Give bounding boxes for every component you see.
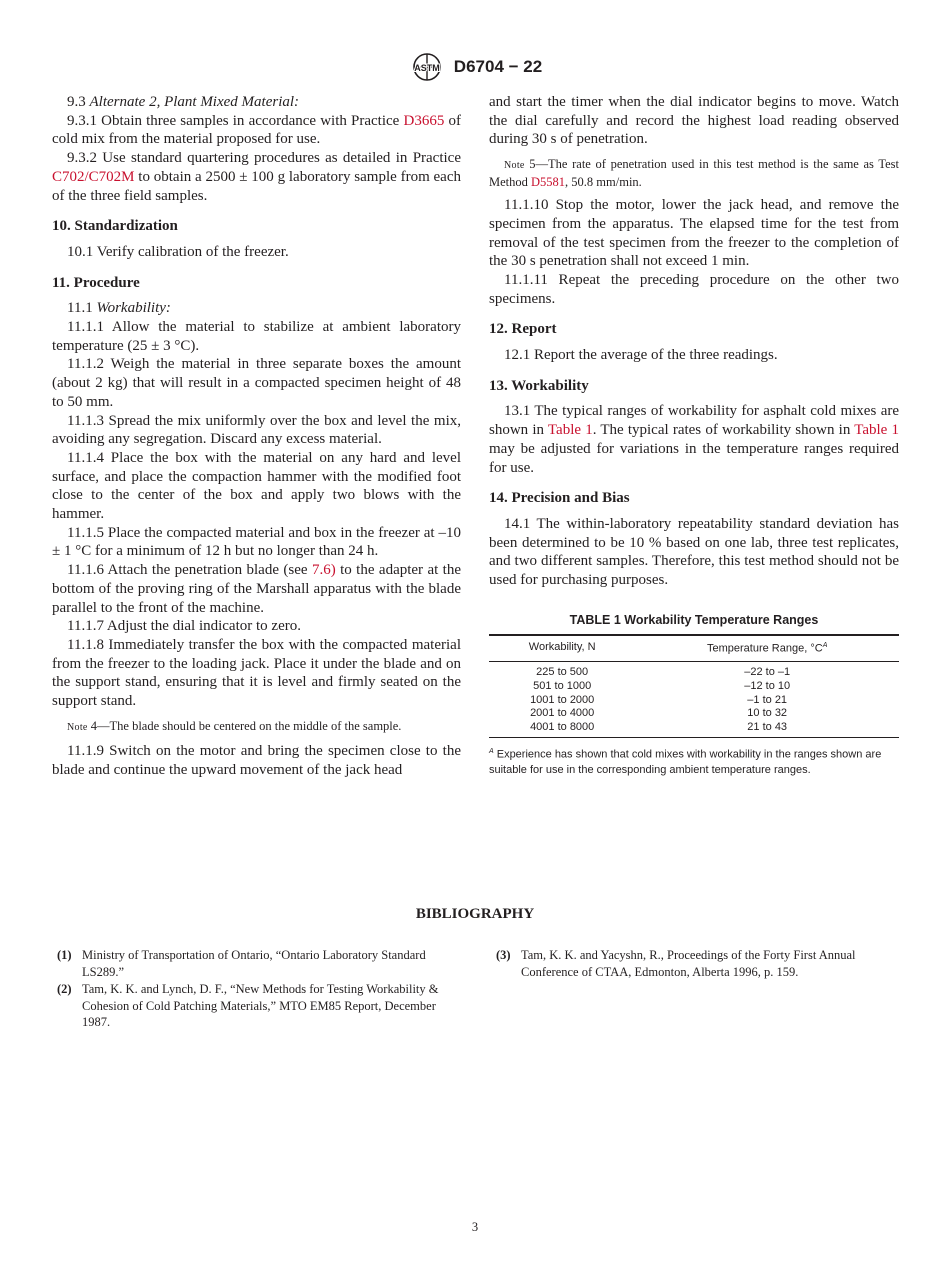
section-11-1-4: 11.1.4 Place the box with the material on any hard and level surface, and place the compaction hammer with the modified foot close to the center of the box and apply two blows with the hammer.	[52, 449, 461, 523]
section-14-1: 14.1 The within-laboratory repeatability standard deviation has been determined to be 10 % based on one lab, three test replicates, and two different samples. Therefore, this test method should not be used for purchasing purposes.	[489, 515, 899, 589]
cell-workability: 225 to 500	[536, 665, 589, 678]
heading-report: 12. Report	[489, 321, 557, 338]
bibliography-title: BIBLIOGRAPHY	[415, 906, 535, 922]
section-11-1-7: 11.1.7 Adjust the dial indicator to zero.	[67, 618, 301, 635]
cell-temperature: –1 to 21	[747, 693, 788, 706]
section-10-1: 10.1 Verify calibration of the freezer.	[67, 243, 289, 260]
table-footnote: $^A$ Experience has shown that cold mixes with workability in the ranges shown are suitable for use in the corresponding ambient temperature ranges.	[489, 747, 882, 776]
cell-workability: 501 to 1000	[533, 679, 592, 692]
section-11-1-9-continued: and start the timer when the dial indicator begins to move. Watch the dial carefully and record the highest load reading observed during 30 s of penetration.	[489, 94, 899, 148]
bibliography-item: (2) Tam, K. K. and Lynch, D. F., “New Methods for Testing Workability & Cohesion of Cold Patching Materials,” MTO EM85 Report, December 1987.	[57, 982, 439, 1029]
section-12-1: 12.1 Report the average of the three readings.	[504, 347, 778, 364]
section-11-1-8: 11.1.8 Immediately transfer the box with the compacted material from the freezer to the loading jack. Place it under the blade and on the support stand, ensuring that it is level and firmly seated on the support stand.	[52, 636, 461, 710]
section-11-1-10: 11.1.10 Stop the motor, lower the jack head, and remove the specimen from the apparatus. The elapsed time for the test from removal of the test specimen from the freezer to the completion of the 30 s penetration shall not exceed 1 min.	[489, 197, 899, 270]
section-7-6-link[interactable]: 7.6)	[311, 562, 336, 579]
table-row	[489, 661, 899, 679]
heading-workability: 13. Workability	[489, 377, 589, 394]
section-13-1: 13.1 The typical ranges of workability for asphalt cold mixes are shown in Table 1. The typical rates of workability shown in Table 1 may be adjusted for variations in the temperature ranges required for use.	[489, 403, 899, 476]
section-11-1-11: 11.1.11 Repeat the preceding procedure on the other two specimens.	[489, 271, 899, 307]
bibliography-right-column	[496, 947, 901, 981]
table-1	[489, 611, 899, 778]
right-column	[489, 93, 899, 778]
cell-workability: 2001 to 4000	[530, 707, 595, 720]
workability-table	[489, 634, 899, 737]
cell-workability: 1001 to 2000	[530, 693, 595, 706]
section-11-1-6: 11.1.6 Attach the penetration blade (see 7.6) to the adapter at the bottom of the proving ring of the Marshall apparatus with the blade parallel to the front of the machine.	[52, 562, 461, 616]
page-header	[0, 52, 950, 82]
d5581-link[interactable]: D5581	[531, 175, 566, 190]
section-9-3-2: 9.3.2 Use standard quartering procedures as detailed in Practice C702/C702M to obtain a 2500 ± 100 g laboratory sample from each of the three field samples.	[52, 150, 461, 204]
document-id: D6704 − 22	[453, 57, 543, 76]
heading-precision-and-bias: 14. Precision and Bias	[489, 490, 630, 507]
cell-temperature: –12 to 10	[744, 679, 791, 692]
cell-temperature: –22 to –1	[744, 665, 791, 678]
section-9-3: 9.3 Alternate 2, Plant Mixed Material:	[67, 94, 300, 110]
bibliography-item: (1) Ministry of Transportation of Ontario, “Ontario Laboratory Standard LS289.”	[57, 948, 426, 979]
note-4: Note 4—The blade should be centered on the middle of the sample.	[67, 718, 402, 733]
table-row	[489, 680, 899, 694]
note-5: Note 5—The rate of penetration used in this test method is the same as Test Method D5581, 50.8 mm/min.	[489, 157, 899, 190]
cell-temperature: 21 to 43	[635, 721, 899, 737]
bibliography-item: (3) Tam, K. K. and Yacyshn, R., Proceedings of the Forty First Annual Conference of CTAA, Edmonton, Alberta 1996, p. 159.	[496, 948, 856, 979]
section-11-1-3: 11.1.3 Spread the mix uniformly over the box and level the mix, avoiding any segregation. Discard any excess material.	[52, 412, 461, 448]
heading-standardization: 10. Standardization	[52, 218, 178, 235]
cell-workability: 4001 to 8000	[489, 721, 635, 737]
cell-temperature: 10 to 32	[747, 707, 788, 720]
section-11-1-1: 11.1.1 Allow the material to stabilize at ambient laboratory temperature (25 ± 3 °C).	[52, 319, 461, 354]
column-header-workability: Workability, N	[489, 635, 635, 661]
heading-procedure: 11. Procedure	[52, 274, 140, 291]
page-number: 3	[471, 1220, 479, 1234]
svg-text:ASTM: ASTM	[414, 63, 440, 73]
table-1-link[interactable]: Table 1	[854, 422, 899, 439]
table-1-link[interactable]: Table 1	[547, 422, 593, 439]
table-row	[489, 721, 899, 737]
table-header-row	[489, 635, 899, 661]
section-11-1-9: 11.1.9 Switch on the motor and bring the specimen close to the blade and continue the upward movement of the jack head	[52, 742, 461, 778]
section-11-1-5: 11.1.5 Place the compacted material and box in the freezer at –10 ± 1 °C for a minimum of 12 h but no longer than 24 h.	[52, 524, 461, 560]
d3665-link[interactable]: D3665	[403, 112, 445, 129]
section-11-1: 11.1 Workability:	[67, 300, 171, 317]
astm-logo-icon	[408, 52, 446, 82]
section-11-1-2: 11.1.2 Weigh the material in three separate boxes the amount (about 2 kg) that will result in a compacted specimen height of 48 to 50 mm.	[52, 356, 461, 410]
table-title: TABLE 1 Workability Temperature Ranges	[569, 612, 819, 627]
section-9-3-1: 9.3.1 Obtain three samples in accordance with Practice D3665 of cold mix from the material proposed for use.	[52, 112, 461, 148]
table-row	[489, 707, 899, 721]
column-header-temperature: Temperature Range, $^\circ C^A$	[635, 635, 899, 661]
bibliography-left-column	[57, 947, 462, 1032]
c702-link[interactable]: C702/C702M	[52, 168, 135, 185]
left-column	[52, 93, 461, 779]
table-row	[489, 694, 899, 708]
